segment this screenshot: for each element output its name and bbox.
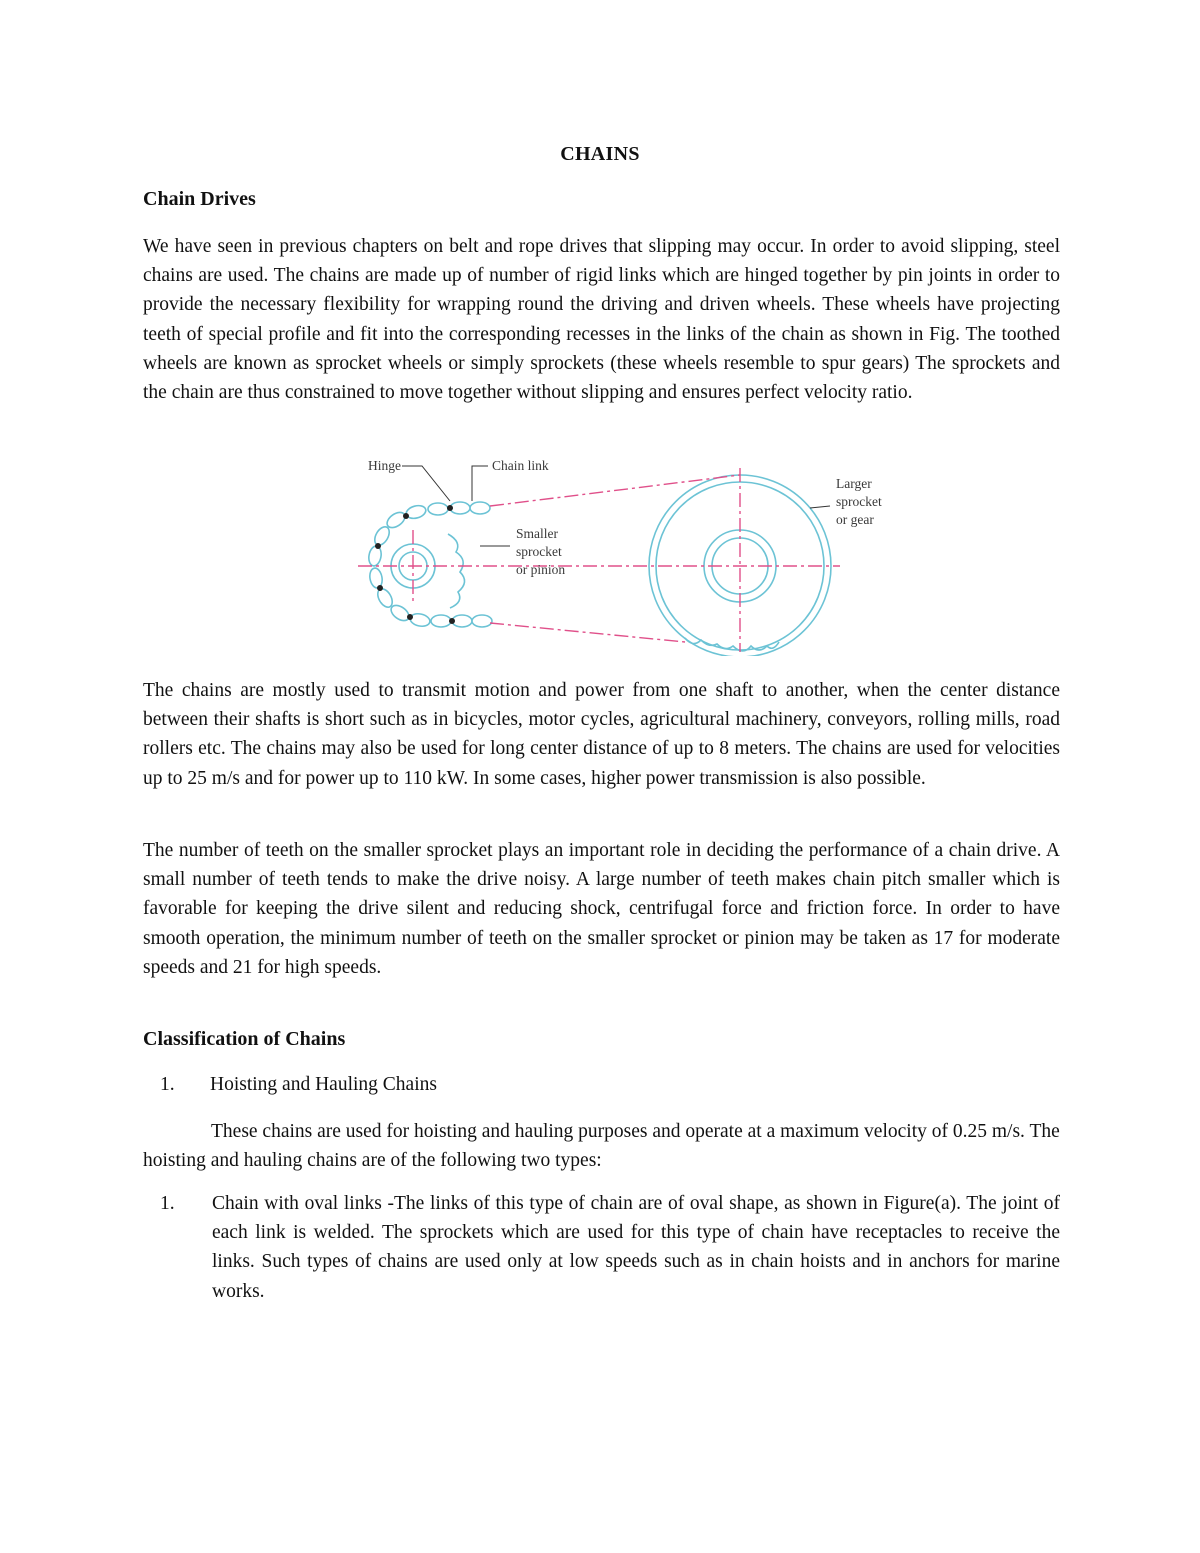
label-hinge: Hinge (368, 458, 401, 473)
lower-chain-line (490, 623, 685, 642)
label-smaller-3: or pinion (516, 562, 566, 577)
label-larger-1: Larger (836, 476, 872, 491)
paragraph-uses: The chains are mostly used to transmit motion and power from one shaft to another, when the center distance between their shafts is short such as in bicycles, motor cycles, agricultural machinery, conveyors, rolling mills, road rollers etc. The chains may also be used for long center distance of up to 8 meters. The chains are used for velocities up to 25 m/s and for power up to 110 kW. In some cases, higher power transmission is also possible. (143, 680, 1060, 789)
section-heading-classification: Classification of Chains (143, 1028, 346, 1050)
chain-links (367, 502, 492, 628)
label-smaller-2: sprocket (516, 544, 562, 559)
label-smaller-1: Smaller (516, 526, 558, 541)
paragraph-hoisting: These chains are used for hoisting and hauling purposes and operate at a maximum velocity of 0.25 m/s. The hoisting and hauling chains are of the following two types: (143, 1121, 1060, 1172)
label-larger-3: or gear (836, 512, 874, 527)
paragraph-intro: We have seen in previous chapters on belt and rope drives that slipping may occur. In order to avoid slipping, steel chains are used. The chains are made up of number of rigid links which are hinged together by pin joints in order to provide the necessary flexibility for wrapping round the driving and driven wheels. These wheels have projecting teeth of special profile and fit into the corresponding recesses in the links of the chain as shown in Fig. The toothed wheels are known as sprocket wheels or simply sprockets (these wheels resemble to spur gears) The sprockets and the chain are thus constrained to move together without slipping and ensures perfect velocity ratio. (143, 236, 1060, 404)
larger-pointer (810, 506, 830, 508)
paragraph-teeth: The number of teeth on the smaller sprocket plays an important role in deciding the performance of a chain drive. A small number of teeth tends to make the drive noisy. A large number of teeth makes chain pitch smaller which is favorable for keeping the drive silent and reducing shock, centrifugal force and friction force. In order to have smooth operation, the minimum number of teeth on the smaller sprocket or pinion may be taken as 17 for moderate speeds and 21 for high speeds. (143, 840, 1060, 978)
chain-link-pointer (472, 466, 488, 501)
list-item-hoisting (160, 1074, 437, 1096)
sub-list-text: Chain with oval links -The links of this type of chain are of oval shape, as shown in Figure(a). The joint of each link is welded. The sprockets which are used for this type of chain have receptacles to receive the links. Such types of chains are used only at low speeds such as in chain hoists and in anchors for marine works. (212, 1193, 1060, 1302)
list-item-label: Hoisting and Hauling Chains (210, 1074, 437, 1095)
label-larger-2: sprocket (836, 494, 882, 509)
smaller-sprocket-teeth (448, 534, 465, 608)
page-title: CHAINS (560, 143, 640, 165)
chain-drive-figure (340, 446, 900, 656)
section-heading-chain-drives: Chain Drives (143, 188, 256, 210)
list-number: 1. (160, 1074, 175, 1095)
sub-list-number: 1. (160, 1193, 175, 1214)
hinge-pointer (402, 466, 450, 501)
label-chain-link: Chain link (492, 458, 549, 473)
